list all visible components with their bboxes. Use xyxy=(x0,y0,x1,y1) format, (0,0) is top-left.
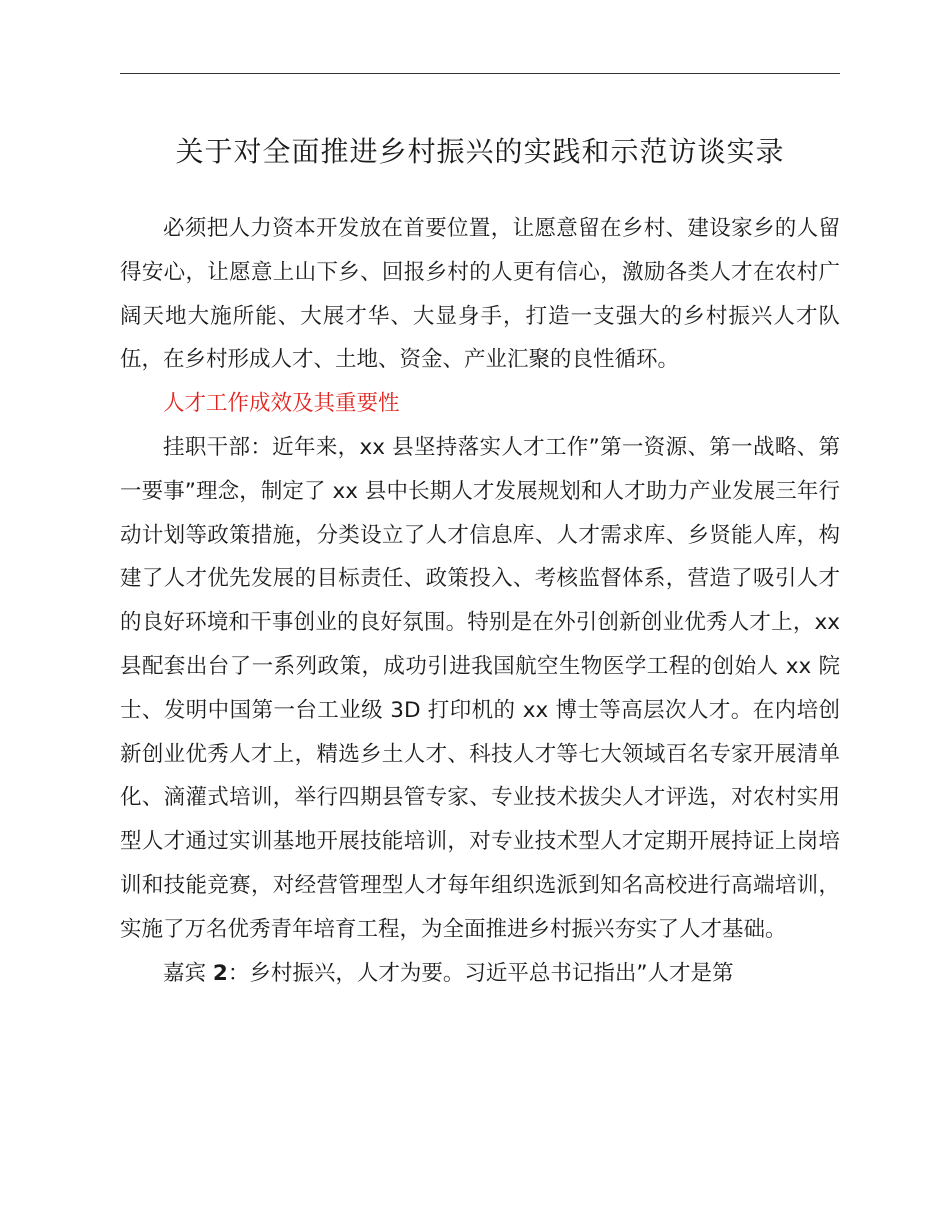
paragraph-1: 挂职干部：近年来，xx 县坚持落实人才工作”第一资源、第一战略、第一要事”理念，制定了 xx 县中长期人才发展规划和人才助力产业发展三年行动计划等政策措施，分类设立了人才信息库、人才需求库、乡贤能人库，构建了人才优先发展的目标责任、政策投入、考核监督体系，营造了吸引人才的良好环境和干事创业的良好氛围。特别是在外引创新创业优秀人才上，xx 县配套出台了一系列政策，成功引进我国航空生物医学工程的创始人 xx 院士、发明中国第一台工业级 3D 打印机的 xx 博士等高层次人才。在内培创新创业优秀人才上，精选乡土人才、科技人才等七大领域百名专家开展清单化、滴灌式培训，举行四期县管专家、专业技术拔尖人才评选，对农村实用型人才通过实训基地开展技能培训，对专业技术型人才定期开展持证上岗培训和技能竞赛，对经营管理型人才每年组织选派到知名高校进行高端培训，实施了万名优秀青年培育工程，为全面推进乡村振兴夯实了人才基础。 xyxy=(120,434,840,942)
document-title: 关于对全面推进乡村振兴的实践和示范访谈实录 xyxy=(175,135,785,168)
paragraph-2-text: ：乡村振兴，人才为要。习近平总书记指出”人才是第 xyxy=(227,960,734,986)
section-heading: 人才工作成效及其重要性 xyxy=(163,391,400,417)
header-rule xyxy=(120,73,840,74)
paragraph-2 xyxy=(120,952,840,996)
speaker-prefix: 嘉宾 xyxy=(163,960,207,986)
speaker-number: 2 xyxy=(212,960,228,986)
intro-paragraph: 必须把人力资本开发放在首要位置，让愿意留在乡村、建设家乡的人留得安心，让愿意上山下乡、回报乡村的人更有信心，激励各类人才在农村广阔天地大施所能、大展才华、大显身手，打造一支强大的乡村振兴人才队伍，在乡村形成人才、土地、资金、产业汇聚的良性循环。 xyxy=(120,216,840,373)
document-body xyxy=(120,207,840,995)
